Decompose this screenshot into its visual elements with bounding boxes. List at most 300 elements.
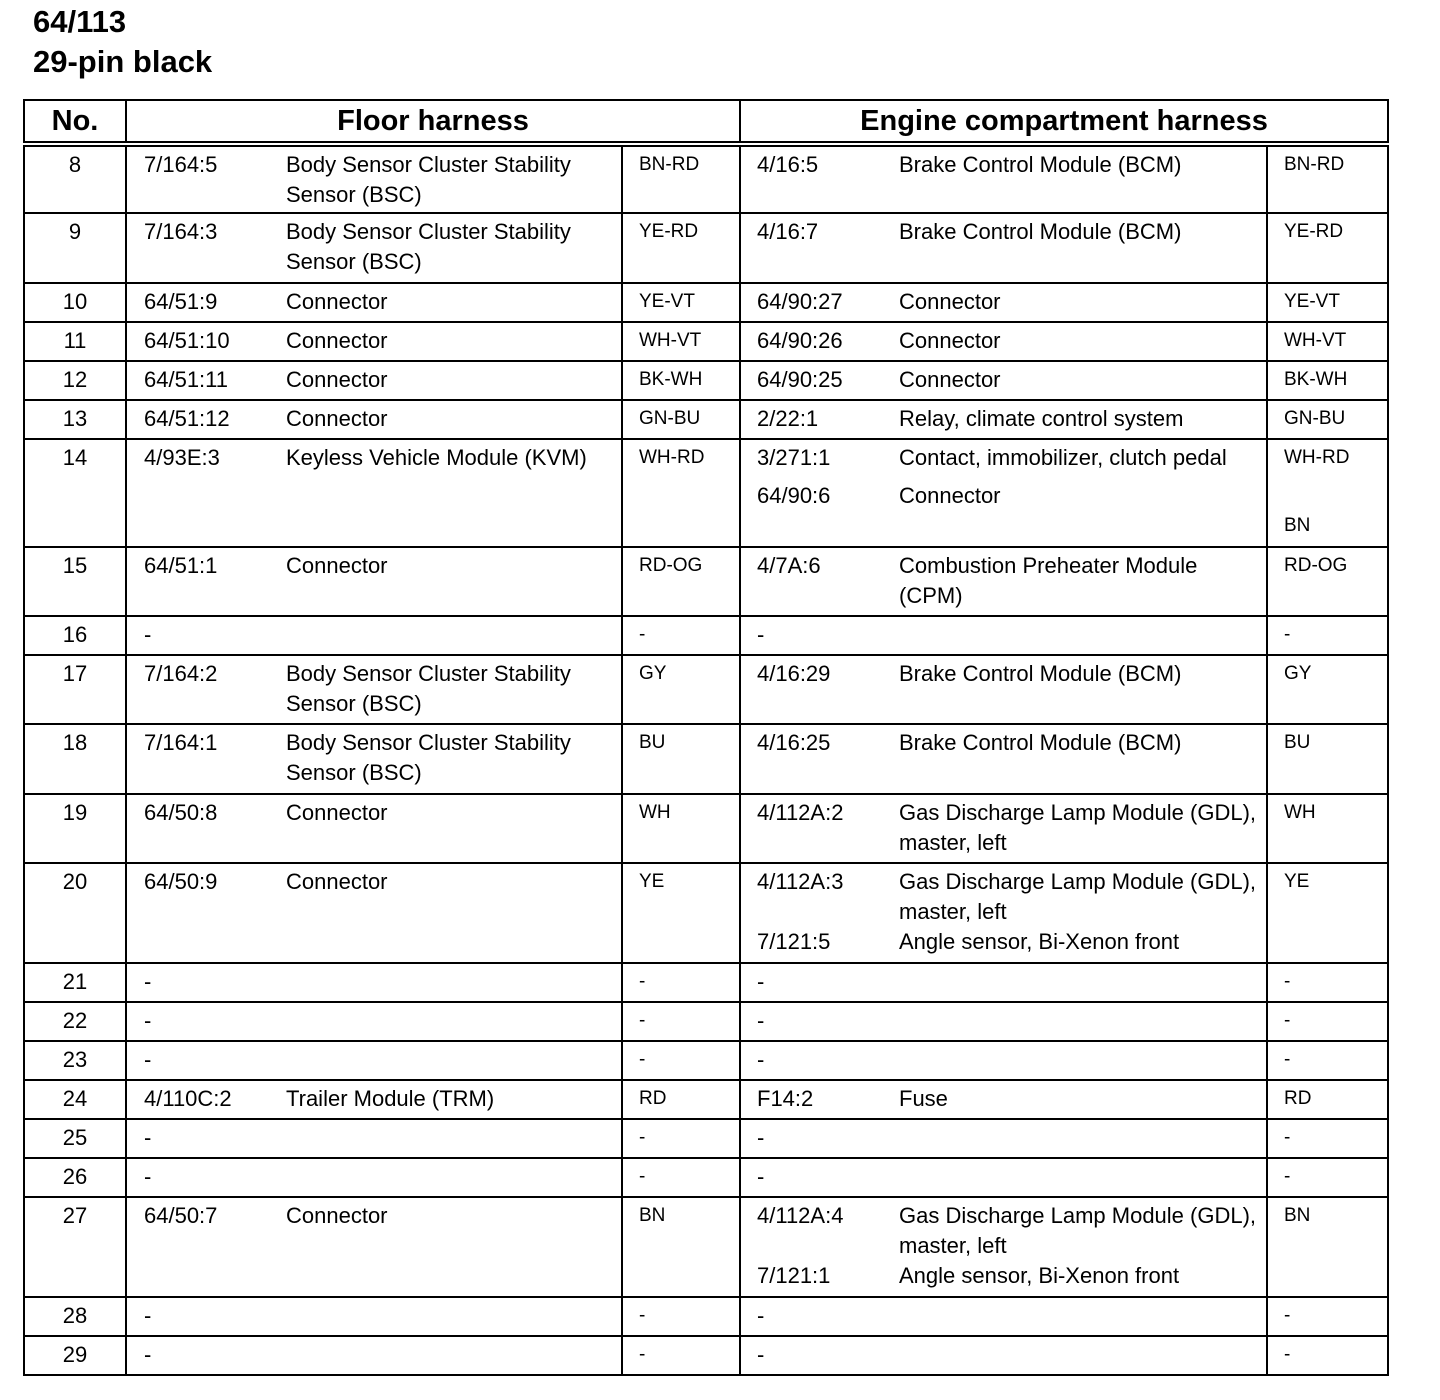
floor-connection: [127, 1201, 621, 1231]
floor-harness-cell: [126, 439, 622, 547]
floor-wire-color: [622, 213, 740, 283]
floor-connection-ref: 64/51:10: [144, 328, 230, 353]
column-header-floor-harness: Floor harness: [126, 100, 740, 144]
floor-connection-desc: [286, 1340, 621, 1370]
engine-connection-ref: -: [757, 1303, 765, 1328]
floor-connection-desc: Connector: [286, 553, 388, 578]
table-row: [24, 283, 1388, 322]
pin-number: 29: [24, 1336, 126, 1375]
floor-wire-color-code: -: [639, 971, 646, 992]
floor-connection-ref: -: [144, 1125, 152, 1150]
floor-harness-cell: [126, 283, 622, 322]
table-row: [24, 1080, 1388, 1119]
floor-wire-color-code: YE-RD: [639, 221, 699, 242]
engine-harness-cell: [740, 1002, 1267, 1041]
floor-connection: [127, 217, 621, 277]
engine-connection: [741, 967, 1266, 997]
floor-connection: [127, 659, 621, 719]
engine-connection: [741, 1201, 1266, 1261]
engine-wire-color-code: -: [1284, 971, 1291, 992]
floor-wire-color-code: YE: [639, 871, 665, 892]
engine-connection: [741, 365, 1266, 395]
floor-connection-ref: -: [144, 622, 152, 647]
engine-harness-cell: [740, 1197, 1267, 1297]
engine-connection-ref: 2/22:1: [757, 406, 819, 431]
floor-harness-cell: [126, 547, 622, 616]
engine-wire-color-code: WH-RD: [1284, 447, 1350, 468]
engine-connection: [741, 798, 1266, 858]
engine-wire-color: [1267, 1002, 1388, 1041]
engine-harness-cell: [740, 1297, 1267, 1336]
floor-connection: [127, 1084, 621, 1114]
engine-harness-cell: [740, 616, 1267, 655]
floor-wire-color: [622, 144, 740, 213]
engine-connection-ref: -: [757, 1008, 765, 1033]
floor-harness-cell: [126, 794, 622, 863]
floor-connection-ref: 4/110C:2: [144, 1086, 232, 1111]
floor-wire-color: [622, 1080, 740, 1119]
table-row: [24, 1297, 1388, 1336]
engine-connection-ref: 4/16:25: [757, 730, 831, 755]
engine-wire-color: [1267, 400, 1388, 439]
floor-connection-ref: 7/164:2: [144, 661, 218, 686]
engine-wire-color: [1267, 213, 1388, 283]
engine-wire-color: [1267, 547, 1388, 616]
floor-harness-cell: [126, 1080, 622, 1119]
engine-connection-desc: Gas Discharge Lamp Module (GDL), master, left: [899, 869, 1257, 924]
floor-wire-color: [622, 283, 740, 322]
engine-harness-cell: [740, 963, 1267, 1002]
engine-wire-color-code: YE: [1284, 871, 1310, 892]
table-row: [24, 1002, 1388, 1041]
engine-connection: [741, 867, 1266, 927]
engine-wire-color-code: -: [1284, 1305, 1291, 1326]
floor-connection: [127, 867, 621, 897]
table-row: [24, 213, 1388, 283]
floor-connection-desc: [286, 1123, 621, 1153]
floor-wire-color: [622, 724, 740, 794]
engine-wire-color: [1267, 616, 1388, 655]
engine-wire-color: [1267, 1119, 1388, 1158]
pin-number: 13: [24, 400, 126, 439]
floor-connection: [127, 620, 621, 650]
floor-harness-cell: [126, 1197, 622, 1297]
table-row: [24, 655, 1388, 724]
floor-wire-color: [622, 361, 740, 400]
engine-connection: [741, 443, 1266, 473]
floor-connection: [127, 1123, 621, 1153]
column-header-no: No.: [24, 100, 126, 144]
floor-wire-color-code: -: [639, 1305, 646, 1326]
floor-connection-ref: 4/93E:3: [144, 445, 220, 470]
floor-wire-color: [622, 400, 740, 439]
floor-connection-ref: 64/51:12: [144, 406, 230, 431]
engine-connection: [741, 1123, 1266, 1153]
engine-connection-desc: Connector: [899, 328, 1001, 353]
floor-wire-color-code: BU: [639, 732, 666, 753]
floor-connection: [127, 967, 621, 997]
floor-wire-color-code: -: [639, 1344, 646, 1365]
table-header-row: [24, 100, 1388, 144]
table-row: [24, 1197, 1388, 1297]
floor-harness-cell: [126, 213, 622, 283]
engine-wire-color-code: -: [1284, 1344, 1291, 1365]
connector-id: 64/113: [33, 4, 127, 39]
engine-wire-color: [1267, 1080, 1388, 1119]
engine-harness-cell: [740, 1336, 1267, 1375]
engine-harness-cell: [740, 1158, 1267, 1197]
floor-wire-color-code: BK-WH: [639, 369, 703, 390]
pin-number: 25: [24, 1119, 126, 1158]
floor-connection: [127, 798, 621, 828]
engine-wire-color-code: -: [1284, 1166, 1291, 1187]
engine-wire-color-code: RD: [1284, 1088, 1312, 1109]
pin-number: 11: [24, 322, 126, 361]
engine-connection: [741, 1340, 1266, 1370]
engine-connection-desc: Connector: [899, 483, 1001, 508]
floor-wire-color-code: -: [639, 1049, 646, 1070]
floor-wire-color-code: WH-RD: [639, 447, 705, 468]
table-row: [24, 1158, 1388, 1197]
floor-harness-cell: [126, 1119, 622, 1158]
pin-number: 21: [24, 963, 126, 1002]
engine-wire-color-code: YE-RD: [1284, 221, 1344, 242]
table-row: [24, 1336, 1388, 1375]
floor-connection-ref: 64/51:11: [144, 367, 229, 392]
floor-wire-color: [622, 794, 740, 863]
floor-connection-desc: Connector: [286, 1203, 388, 1228]
engine-wire-color-code: -: [1284, 1010, 1291, 1031]
pin-number: 16: [24, 616, 126, 655]
engine-connection-desc: Connector: [899, 367, 1001, 392]
pin-number: 22: [24, 1002, 126, 1041]
engine-connection-desc: [899, 1123, 1266, 1153]
floor-connection-desc: [286, 967, 621, 997]
engine-connection: [741, 1261, 1266, 1291]
floor-connection: [127, 1340, 621, 1370]
floor-connection-desc: Connector: [286, 800, 388, 825]
floor-connection-desc: Body Sensor Cluster Stability Sensor (BSC): [286, 661, 571, 716]
pin-number: 14: [24, 439, 126, 547]
engine-connection-ref: 64/90:25: [757, 367, 843, 392]
floor-wire-color: [622, 1002, 740, 1041]
floor-harness-cell: [126, 616, 622, 655]
floor-wire-color-code: YE-VT: [639, 291, 695, 312]
engine-wire-color-code: BN-RD: [1284, 154, 1345, 175]
floor-wire-color: [622, 439, 740, 547]
engine-wire-color: [1267, 863, 1388, 963]
engine-connection: [741, 551, 1266, 611]
table-row: [24, 361, 1388, 400]
engine-connection: [741, 1006, 1266, 1036]
engine-wire-color-code: -: [1284, 1049, 1291, 1070]
floor-wire-color-code: WH-VT: [639, 330, 702, 351]
floor-connection-desc: Connector: [286, 328, 388, 353]
engine-connection-ref: -: [757, 1047, 765, 1072]
engine-wire-color: [1267, 963, 1388, 1002]
engine-connection: [741, 150, 1266, 180]
floor-wire-color: [622, 547, 740, 616]
engine-wire-color-code: RD-OG: [1284, 555, 1348, 576]
engine-wire-color-code: WH-VT: [1284, 330, 1347, 351]
engine-connection-desc: [899, 1301, 1266, 1331]
floor-wire-color-code: -: [639, 1010, 646, 1031]
engine-connection-desc: [899, 1045, 1266, 1075]
engine-connection-desc: Brake Control Module (BCM): [899, 730, 1182, 755]
engine-harness-cell: [740, 213, 1267, 283]
floor-connection-desc: [286, 1006, 621, 1036]
engine-connection: [741, 404, 1266, 434]
pin-number: 20: [24, 863, 126, 963]
floor-wire-color-code: RD-OG: [639, 555, 703, 576]
pin-number: 10: [24, 283, 126, 322]
floor-connection-desc: Connector: [286, 869, 388, 894]
floor-harness-cell: [126, 1041, 622, 1080]
floor-connection-ref: 7/164:3: [144, 219, 218, 244]
engine-harness-cell: [740, 794, 1267, 863]
floor-connection: [127, 287, 621, 317]
pin-number: 17: [24, 655, 126, 724]
floor-wire-color: [622, 1158, 740, 1197]
table-row: [24, 144, 1388, 213]
engine-connection-ref: F14:2: [757, 1086, 814, 1111]
floor-wire-color-code: GY: [639, 663, 667, 684]
floor-connection-ref: 64/51:9: [144, 289, 218, 314]
engine-wire-color: [1267, 1297, 1388, 1336]
engine-connection: [741, 217, 1266, 247]
engine-connection-ref: 4/16:7: [757, 219, 819, 244]
pin-number: 26: [24, 1158, 126, 1197]
floor-harness-cell: [126, 1336, 622, 1375]
table-row: [24, 400, 1388, 439]
floor-wire-color-code: -: [639, 1166, 646, 1187]
engine-harness-cell: [740, 547, 1267, 616]
floor-connection: [127, 365, 621, 395]
engine-wire-color: [1267, 1336, 1388, 1375]
floor-harness-cell: [126, 724, 622, 794]
floor-connection-desc: Body Sensor Cluster Stability Sensor (BSC): [286, 219, 571, 274]
engine-connection-ref: 7/121:5: [757, 929, 831, 954]
engine-wire-color: [1267, 283, 1388, 322]
floor-connection-ref: -: [144, 1342, 152, 1367]
floor-wire-color-code: WH: [639, 802, 671, 823]
floor-harness-cell: [126, 400, 622, 439]
engine-connection: [741, 659, 1266, 689]
table-row: [24, 794, 1388, 863]
engine-connection-ref: -: [757, 1125, 765, 1150]
engine-connection-ref: 4/112A:4: [757, 1203, 844, 1228]
engine-wire-color: [1267, 439, 1388, 547]
engine-wire-color: [1267, 724, 1388, 794]
engine-harness-cell: [740, 144, 1267, 213]
floor-connection-desc: Connector: [286, 289, 388, 314]
engine-wire-color-code: BN: [1284, 515, 1311, 536]
floor-connection-desc: Body Sensor Cluster Stability Sensor (BSC): [286, 730, 571, 785]
engine-connection-ref: 4/16:5: [757, 152, 819, 177]
engine-wire-color-code: WH: [1284, 802, 1316, 823]
engine-connection: [741, 620, 1266, 650]
engine-connection: [741, 326, 1266, 356]
floor-connection: [127, 728, 621, 788]
engine-connection-desc: Gas Discharge Lamp Module (GDL), master, left: [899, 800, 1257, 855]
engine-wire-color: [1267, 1041, 1388, 1080]
floor-harness-cell: [126, 963, 622, 1002]
pinout-table: [23, 99, 1389, 1376]
engine-connection-ref: -: [757, 622, 765, 647]
engine-harness-cell: [740, 1041, 1267, 1080]
column-header-engine-harness: Engine compartment harness: [740, 100, 1388, 144]
engine-connection-ref: 4/7A:6: [757, 553, 821, 578]
floor-harness-cell: [126, 863, 622, 963]
floor-wire-color-code: -: [639, 624, 646, 645]
floor-connection-ref: 64/50:8: [144, 800, 218, 825]
pin-number: 24: [24, 1080, 126, 1119]
pin-number: 23: [24, 1041, 126, 1080]
engine-wire-color: [1267, 322, 1388, 361]
floor-connection-ref: -: [144, 1303, 152, 1328]
engine-connection-ref: 64/90:27: [757, 289, 843, 314]
engine-connection-desc: Fuse: [899, 1086, 948, 1111]
table-row: [24, 616, 1388, 655]
engine-connection-ref: 4/16:29: [757, 661, 831, 686]
engine-wire-color: [1267, 1197, 1388, 1297]
floor-wire-color-code: GN-BU: [639, 408, 701, 429]
engine-connection-desc: Relay, climate control system: [899, 406, 1184, 431]
engine-connection-desc: [899, 967, 1266, 997]
engine-connection-ref: 4/112A:3: [757, 869, 844, 894]
pin-number: 28: [24, 1297, 126, 1336]
engine-harness-cell: [740, 283, 1267, 322]
floor-connection: [127, 404, 621, 434]
floor-connection-ref: 7/164:1: [144, 730, 218, 755]
floor-harness-cell: [126, 322, 622, 361]
engine-connection-desc: Brake Control Module (BCM): [899, 219, 1182, 244]
floor-wire-color: [622, 655, 740, 724]
engine-wire-color-code: -: [1284, 1127, 1291, 1148]
floor-wire-color: [622, 322, 740, 361]
floor-connection-ref: -: [144, 1008, 152, 1033]
floor-connection-ref: -: [144, 969, 152, 994]
floor-connection-ref: -: [144, 1047, 152, 1072]
floor-connection-ref: 64/50:7: [144, 1203, 218, 1228]
floor-connection: [127, 150, 621, 210]
table-row: [24, 547, 1388, 616]
engine-connection: [741, 1301, 1266, 1331]
engine-connection-desc: [899, 1162, 1266, 1192]
engine-wire-color-code: BN: [1284, 1205, 1311, 1226]
engine-connection-ref: 64/90:6: [757, 483, 831, 508]
floor-connection-desc: Connector: [286, 406, 388, 431]
engine-connection-desc: Brake Control Module (BCM): [899, 661, 1182, 686]
floor-connection-ref: -: [144, 1164, 152, 1189]
floor-harness-cell: [126, 144, 622, 213]
pin-number: 15: [24, 547, 126, 616]
engine-connection-desc: Connector: [899, 289, 1001, 314]
table-row: [24, 322, 1388, 361]
floor-wire-color: [622, 1119, 740, 1158]
engine-connection-ref: -: [757, 1342, 765, 1367]
floor-wire-color: [622, 1197, 740, 1297]
pin-number: 19: [24, 794, 126, 863]
engine-wire-color: [1267, 1158, 1388, 1197]
floor-wire-color: [622, 616, 740, 655]
floor-connection-ref: 64/50:9: [144, 869, 218, 894]
floor-connection: [127, 1006, 621, 1036]
engine-connection-desc: [899, 1006, 1266, 1036]
table-row: [24, 1119, 1388, 1158]
floor-connection-ref: 7/164:5: [144, 152, 218, 177]
engine-connection: [741, 481, 1266, 511]
engine-connection-desc: [899, 620, 1266, 650]
engine-connection-desc: Brake Control Module (BCM): [899, 152, 1182, 177]
engine-connection-desc: Gas Discharge Lamp Module (GDL), master, left: [899, 1203, 1257, 1258]
pin-number: 9: [24, 213, 126, 283]
floor-harness-cell: [126, 655, 622, 724]
floor-connection-desc: Keyless Vehicle Module (KVM): [286, 445, 587, 470]
floor-wire-color: [622, 863, 740, 963]
engine-connection-ref: 64/90:26: [757, 328, 843, 353]
engine-wire-color-code: GY: [1284, 663, 1312, 684]
pin-number: 18: [24, 724, 126, 794]
floor-harness-cell: [126, 361, 622, 400]
engine-harness-cell: [740, 863, 1267, 963]
engine-wire-color-code: YE-VT: [1284, 291, 1340, 312]
floor-connection: [127, 551, 621, 581]
connector-description: 29-pin black: [33, 44, 213, 79]
table-row: [24, 439, 1388, 547]
engine-wire-color: [1267, 361, 1388, 400]
engine-connection-ref: 4/112A:2: [757, 800, 844, 825]
engine-harness-cell: [740, 361, 1267, 400]
floor-connection-ref: 64/51:1: [144, 553, 218, 578]
floor-wire-color: [622, 1297, 740, 1336]
table-row: [24, 724, 1388, 794]
engine-harness-cell: [740, 1080, 1267, 1119]
engine-connection: [741, 287, 1266, 317]
floor-connection-desc: Trailer Module (TRM): [286, 1086, 495, 1111]
engine-connection-desc: Angle sensor, Bi-Xenon front: [899, 1263, 1180, 1288]
engine-harness-cell: [740, 655, 1267, 724]
engine-connection: [741, 728, 1266, 758]
engine-connection: [741, 927, 1266, 957]
engine-wire-color: [1267, 794, 1388, 863]
engine-connection-ref: 3/271:1: [757, 445, 831, 470]
pin-number: 27: [24, 1197, 126, 1297]
pin-number: 12: [24, 361, 126, 400]
floor-wire-color: [622, 1336, 740, 1375]
floor-connection: [127, 443, 621, 473]
engine-connection: [741, 1084, 1266, 1114]
engine-wire-color-code: BK-WH: [1284, 369, 1348, 390]
engine-harness-cell: [740, 1119, 1267, 1158]
floor-connection-desc: [286, 620, 621, 650]
floor-connection: [127, 326, 621, 356]
engine-connection-desc: Combustion Preheater Module (CPM): [899, 553, 1198, 608]
engine-wire-color: [1267, 144, 1388, 213]
floor-harness-cell: [126, 1158, 622, 1197]
engine-harness-cell: [740, 439, 1267, 547]
floor-connection-desc: [286, 1045, 621, 1075]
floor-wire-color-code: RD: [639, 1088, 667, 1109]
floor-connection-desc: [286, 1162, 621, 1192]
engine-harness-cell: [740, 322, 1267, 361]
floor-connection: [127, 1301, 621, 1331]
floor-harness-cell: [126, 1297, 622, 1336]
floor-wire-color-code: BN: [639, 1205, 666, 1226]
engine-wire-color-code: GN-BU: [1284, 408, 1346, 429]
engine-connection-desc: Angle sensor, Bi-Xenon front: [899, 929, 1180, 954]
engine-wire-color: [1267, 655, 1388, 724]
